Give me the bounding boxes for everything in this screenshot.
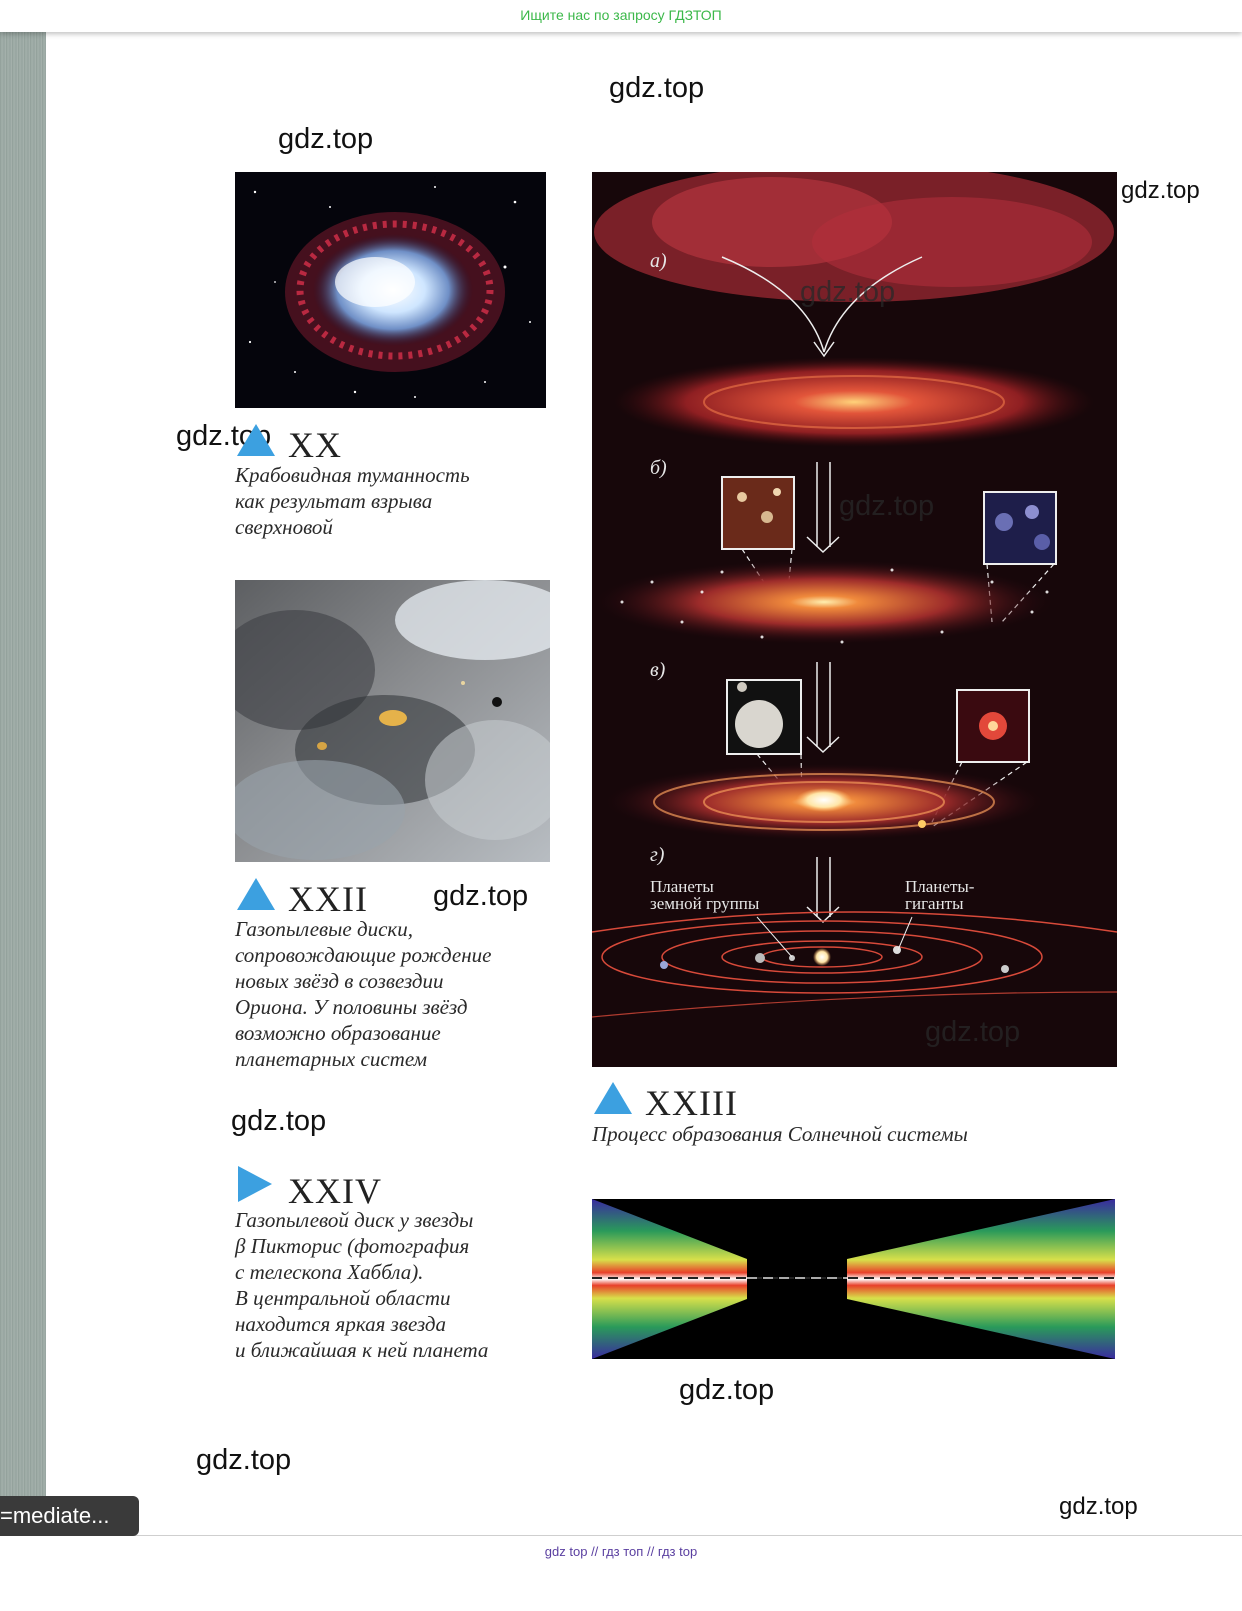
figure-number-xxiv: XXIV	[288, 1171, 382, 1211]
top-bar	[0, 0, 1242, 32]
beta-pictoris-disc-photo	[592, 1199, 1115, 1359]
caption-line: Ориона. У половины звёзд	[235, 995, 468, 1019]
watermark: gdz.top	[839, 490, 935, 522]
caption-line: планетарных систем	[235, 1047, 428, 1071]
terrestrial-planets-label	[650, 878, 759, 912]
figure-number-xxii: XXII	[288, 879, 368, 919]
figure-number-xxiii: XXIII	[645, 1083, 738, 1123]
stage-label-a: а)	[650, 250, 667, 272]
label-line: гиганты	[905, 894, 964, 913]
footer-separator: //	[591, 1544, 599, 1559]
textbook-page	[46, 32, 1242, 1577]
watermark: gdz.top	[231, 1105, 327, 1137]
caption-line: В центральной области	[235, 1286, 451, 1310]
caption-line: с телескопа Хаббла).	[235, 1260, 424, 1284]
caption-line: Газопылевые диски,	[235, 917, 413, 941]
caption-line: Газопылевой диск у звезды	[235, 1208, 474, 1232]
watermark: gdz.top	[196, 1444, 292, 1476]
watermark: gdz.top	[925, 1016, 1021, 1048]
footer-bar	[0, 1535, 1242, 1611]
watermark: gdz.top	[609, 72, 705, 104]
left-sidebar-texture	[0, 32, 46, 1610]
figure-number-xx: XX	[288, 425, 342, 465]
watermark: gdz.top	[176, 420, 272, 452]
crab-nebula-photo	[235, 172, 546, 408]
figure-marker-icon	[237, 424, 275, 456]
orion-nebula-photo	[235, 580, 550, 862]
caption-xxiii: Процесс образования Солнечной системы	[592, 1122, 968, 1146]
stage-label-b: б)	[650, 457, 667, 479]
caption-line: и ближайшая к ней планета	[235, 1338, 489, 1362]
caption-line: новых звёзд в созвездии	[235, 969, 444, 993]
figure-marker-icon	[594, 1082, 632, 1114]
footer-separator: //	[646, 1544, 655, 1559]
stage-label-c: в)	[650, 659, 666, 681]
footer-link[interactable]: гдз топ	[601, 1544, 644, 1559]
status-toast[interactable]: =mediate...	[0, 1496, 139, 1536]
footer-link[interactable]: гдз top	[657, 1544, 698, 1559]
watermark: gdz.top	[1059, 1493, 1138, 1520]
footer-link[interactable]: gdz top	[544, 1544, 588, 1559]
footer-links	[0, 1544, 1242, 1559]
label-line: Планеты	[650, 877, 714, 896]
watermark: gdz.top	[1121, 177, 1200, 204]
caption-line: возможно образование	[235, 1021, 441, 1045]
watermark: gdz.top	[278, 123, 374, 155]
figure-marker-icon	[237, 878, 275, 910]
caption-xx	[235, 462, 470, 540]
caption-line: как результат взрыва	[235, 489, 433, 513]
caption-xxiv	[235, 1207, 488, 1363]
search-hint-link[interactable]: Ищите нас по запросу ГДЗТОП	[520, 7, 722, 23]
caption-line: находится яркая звезда	[235, 1312, 447, 1336]
giant-planets-label	[905, 878, 974, 912]
stage-label-d: г)	[650, 844, 665, 866]
watermark: gdz.top	[679, 1374, 775, 1406]
label-line: Планеты-	[905, 877, 975, 896]
watermark: gdz.top	[800, 276, 896, 308]
caption-line: β Пикторис (фотография	[235, 1234, 470, 1258]
watermark: gdz.top	[433, 880, 529, 912]
caption-xxii	[235, 916, 491, 1072]
label-line: земной группы	[650, 894, 760, 913]
caption-line: Крабовидная туманность	[235, 463, 470, 487]
caption-line: сопровождающие рождение	[235, 943, 492, 967]
caption-line: сверхновой	[235, 515, 333, 539]
figure-marker-icon	[238, 1166, 272, 1202]
